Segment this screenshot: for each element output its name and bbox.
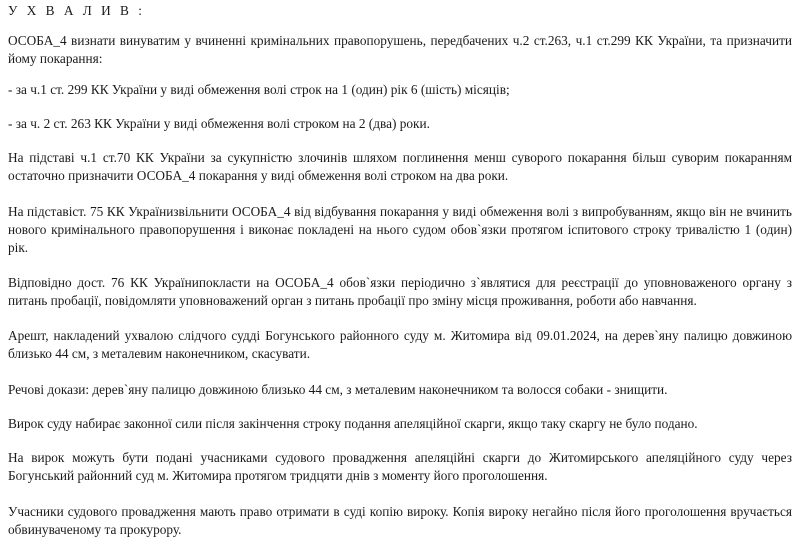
verdict-heading: У Х В А Л И В : <box>8 3 145 18</box>
verdict-paragraph-evidence: Речові докази: дерев`яну палицю довжиною близько 44 см, з металевим наконечником та волосся собаки - знищити. <box>8 382 668 397</box>
verdict-paragraph-sentence-art263: - за ч. 2 ст. 263 КК України у виді обмеження волі строком на 2 (два) роки. <box>8 116 430 131</box>
verdict-paragraph-cumulative-sentence: На підставі ч.1 ст.70 КК України за сукупністю злочинів шляхом поглинення менш суворого покарання більш суворим покаранням остаточно призначити ОСОБА_4 покарання у виді обмеження волі строком на два роки. <box>8 150 792 183</box>
verdict-paragraph-obligations: Відповідно дост. 76 КК Українипокласти на ОСОБА_4 обов`язки періодично з`являтися для реєстрації до уповноваженого органу з питань пробації, повідомляти уповноважений орган з питань пробації про зміну місця проживання, роботи або навчання. <box>8 275 792 308</box>
verdict-paragraph-copy: Учасники судового провадження мають право отримати в суді копію вироку. Копія вироку негайно після його проголошення вручається обвинуваченому та прокурору. <box>8 504 792 537</box>
verdict-paragraph-appeal: На вирок можуть бути подані учасниками судового провадження апеляційні скарги до Житомирського апеляційного суду через Богунський районний суд м. Житомира протягом тридцяти днів з моменту його проголошення. <box>8 450 792 483</box>
verdict-paragraph-guilty: ОСОБА_4 визнати винуватим у вчиненні кримінальних правопорушень, передбачених ч.2 ст.263, ч.1 ст.299 КК України, та призначити йому покарання: <box>8 33 792 66</box>
verdict-paragraph-sentence-art299: - за ч.1 ст. 299 КК України у виді обмеження волі строк на 1 (один) рік 6 (шість) місяців; <box>8 82 510 97</box>
verdict-paragraph-probation: На підставіст. 75 КК Українизвільнити ОСОБА_4 від відбування покарання у виді обмеження волі з випробуванням, якщо він не вчинить нового кримінального правопорушення і виконає покладені на нього судом обов`язки протягом іспитового строку тривалістю 1 (один) рік. <box>8 204 792 255</box>
verdict-paragraph-legal-force: Вирок суду набирає законної сили після закінчення строку подання апеляційної скарги, якщо таку скаргу не було подано. <box>8 416 698 431</box>
verdict-paragraph-arrest-cancel: Арешт, накладений ухвалою слідчого судді Богунського районного суду м. Житомира від 09.01.2024, на дерев`яну палицю довжиною близько 44 см, з металевим наконечником, скасувати. <box>8 328 792 361</box>
court-verdict-document <box>8 0 792 539</box>
